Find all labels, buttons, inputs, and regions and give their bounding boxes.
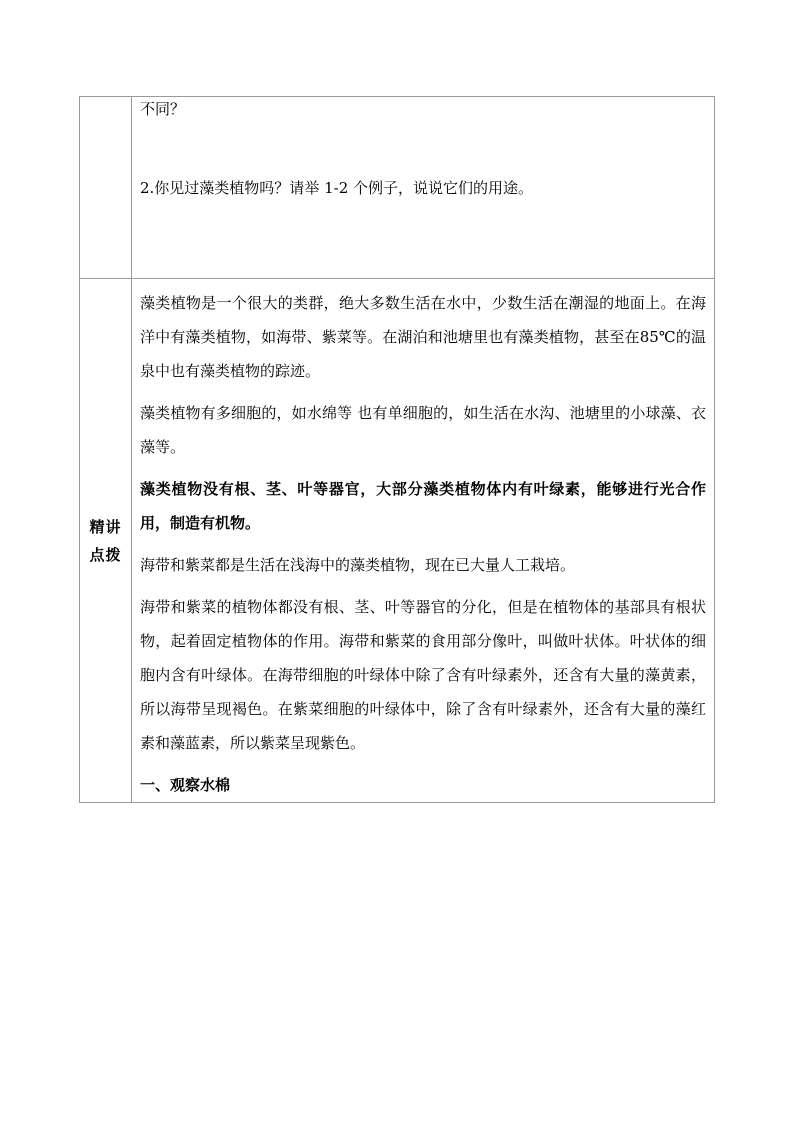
paragraph-kelp-laver-detail: 海带和紫菜的植物体都没有根、茎、叶等器官的分化，但是在植物体的基部具有根状物，起着固定植物体的作用。海带和紫菜的食用部分像叶，叫做叶状体。叶状体的细胞内含有叶绿体。在海带细胞的叶绿体中除了含有叶绿素外，还含有大量的藻黄素，所以海带呈现褐色。在紫菜细胞的叶绿体中，除了含有叶绿素外，还含有大量的藻红素和藻蓝素，所以紫菜呈现紫色。 — [140, 598, 706, 752]
section-heading-observe-spirogyra: 一、观察水棉 — [140, 776, 231, 794]
row-label-empty — [80, 97, 132, 279]
row-label-explanation — [80, 279, 132, 803]
question-continuation: 不同？ — [140, 100, 186, 118]
table-row-explanation — [80, 279, 715, 803]
questions-cell — [132, 97, 715, 279]
table-row-questions — [80, 97, 715, 279]
paragraph-algae-cells: 藻类植物有多细胞的，如水绵等 也有单细胞的，如生活在水沟、池塘里的小球藻、衣藻等。 — [140, 404, 706, 456]
label-line-1: 精讲 — [89, 517, 122, 536]
lesson-table — [79, 96, 715, 803]
paragraph-algae-habitat: 藻类植物是一个很大的类群，绝大多数生活在水中，少数生活在潮湿的地面上。在海洋中有藻类植物，如海带、紫菜等。在湖泊和池塘里也有藻类植物，甚至在85℃的温泉中也有藻类植物的踪迹。 — [140, 294, 706, 380]
paragraph-kelp-laver-intro: 海带和紫菜都是生活在浅海中的藻类植物，现在已大量人工栽培。 — [140, 556, 576, 574]
paragraph-algae-key-point: 藻类植物没有根、茎、叶等器官，大部分藻类植物体内有叶绿素，能够进行光合作用，制造有机物。 — [140, 480, 706, 532]
question-2: 2.你见过藻类植物吗？请举 1-2 个例子，说说它们的用途。 — [140, 179, 534, 197]
explanation-cell — [132, 279, 715, 803]
label-line-2: 点拨 — [89, 545, 122, 564]
